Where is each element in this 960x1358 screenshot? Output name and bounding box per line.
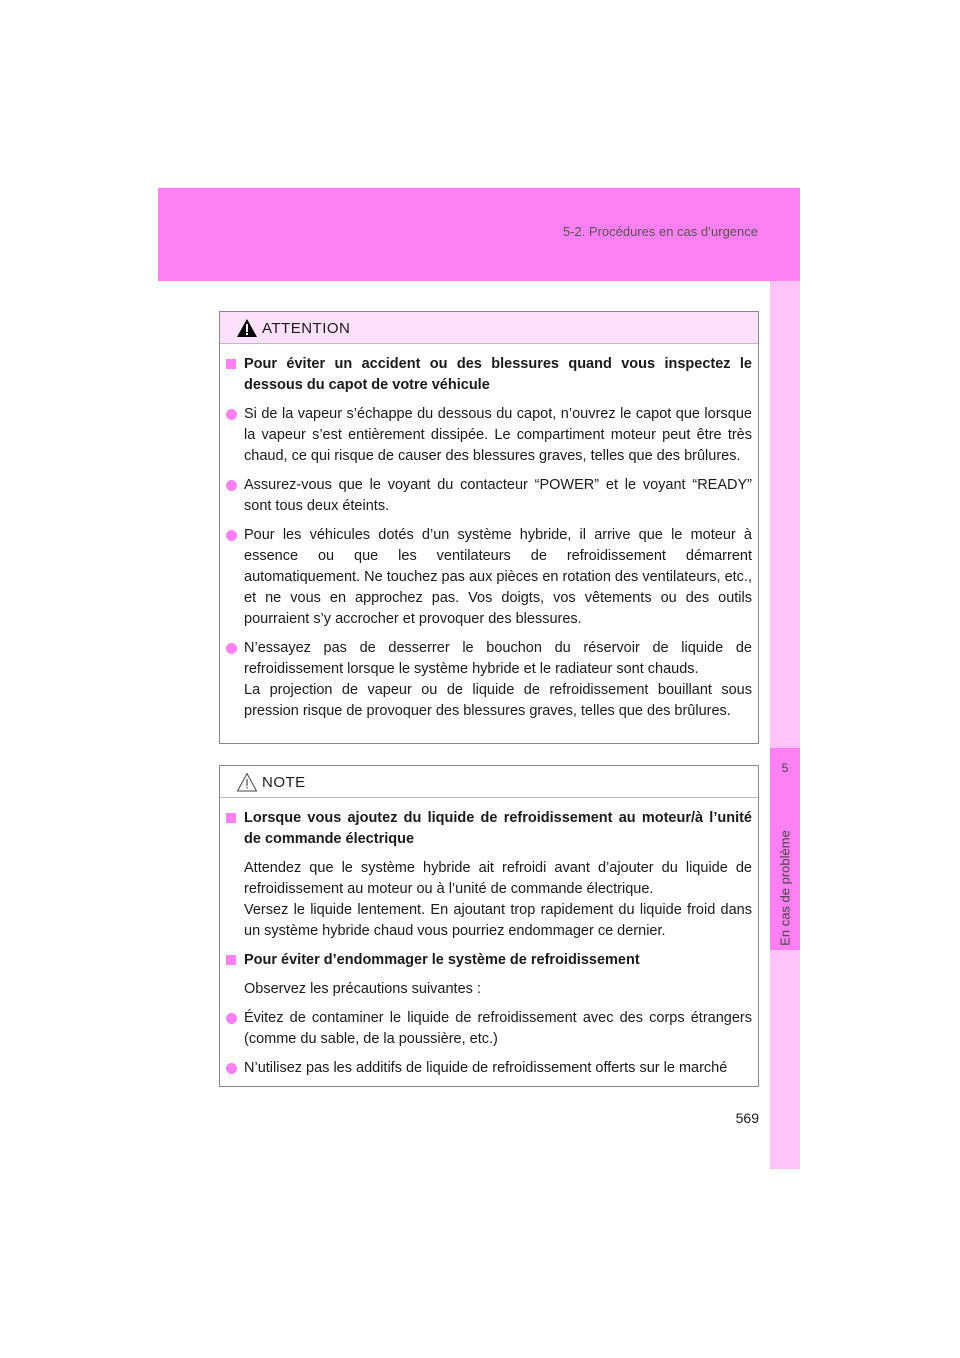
bullet-icon — [226, 480, 237, 491]
note-header — [220, 766, 758, 798]
section-title: 5-2. Procédures en cas d’urgence — [562, 224, 758, 239]
bullet-icon — [226, 530, 237, 541]
chapter-label: En cas de problème — [777, 830, 793, 946]
bullet-icon — [226, 1013, 237, 1024]
attention-heading: Pour éviter un accident ou des blessures quand vous inspectez le dessous du capot de votre véhicule — [224, 354, 752, 396]
bullet-icon — [226, 643, 237, 654]
bullet-icon — [226, 1063, 237, 1074]
list-item: N’essayez pas de desserrer le bouchon du réservoir de liquide de refroidissement lorsque le système hybride et le radiateur sont chauds. La projection de vapeur ou de liquide de refroidissement bouillant sous pression risque de provoquer des blessures graves, telles que des brûlures. — [224, 638, 752, 722]
caution-outline-icon — [236, 772, 258, 792]
warning-icon — [236, 318, 258, 338]
square-bullet-icon — [226, 813, 236, 823]
note-title: NOTE — [262, 774, 306, 791]
side-tab-strip — [770, 281, 800, 1169]
chapter-number: 5 — [781, 761, 789, 775]
list-item: N’utilisez pas les additifs de liquide de refroidissement offerts sur le marché — [224, 1058, 752, 1079]
note-box — [219, 765, 759, 1087]
bullet-icon — [226, 409, 237, 420]
page-number: 569 — [735, 1110, 759, 1126]
note-heading: Lorsque vous ajoutez du liquide de refroidissement au moteur/à l’unité de commande électrique — [224, 808, 752, 850]
paragraph: Attendez que le système hybride ait refroidi avant d’ajouter du liquide de refroidissement au moteur ou à l’unité de commande électrique. Versez le liquide lentement. En ajoutant trop rapidement du liquide froid dans un système hybride chaud vous pourriez endommager ce dernier. — [244, 860, 752, 939]
list-item: Si de la vapeur s’échappe du dessous du capot, n’ouvrez le capot que lorsque la vapeur s’est entièrement dissipée. Le compartiment moteur peut être très chaud, ce qui risque de causer des blessures graves, telles que des brûlures. — [224, 404, 752, 467]
list-item: Pour les véhicules dotés d’un système hybride, il arrive que le moteur à essence ou que les ventilateurs de refroidissement démarrent automatiquement. Ne touchez pas aux pièces en rotation des ventilateurs, etc., et ne vous en approchez pas. Vos doigts, vos vêtements ou des outils pourraient s’y accrocher et provoquer des blessures. — [224, 525, 752, 630]
attention-title: ATTENTION — [262, 320, 351, 337]
square-bullet-icon — [226, 359, 236, 369]
list-item: Assurez-vous que le voyant du contacteur “POWER” et le voyant “READY” sont tous deux éteints. — [224, 475, 752, 517]
attention-header — [220, 312, 758, 344]
chapter-tab — [770, 748, 800, 950]
list-item: Évitez de contaminer le liquide de refroidissement avec des corps étrangers (comme du sable, de la poussière, etc.) — [224, 1008, 752, 1050]
attention-box — [219, 311, 759, 744]
header-band — [158, 188, 800, 281]
list-item-continuation: La projection de vapeur ou de liquide de refroidissement bouillant sous pression risque de provoquer des blessures graves, telles que des brûlures. — [244, 682, 752, 719]
note-heading: Pour éviter d’endommager le système de refroidissement — [224, 950, 752, 971]
paragraph: Observez les précautions suivantes : — [244, 981, 481, 997]
square-bullet-icon — [226, 955, 236, 965]
